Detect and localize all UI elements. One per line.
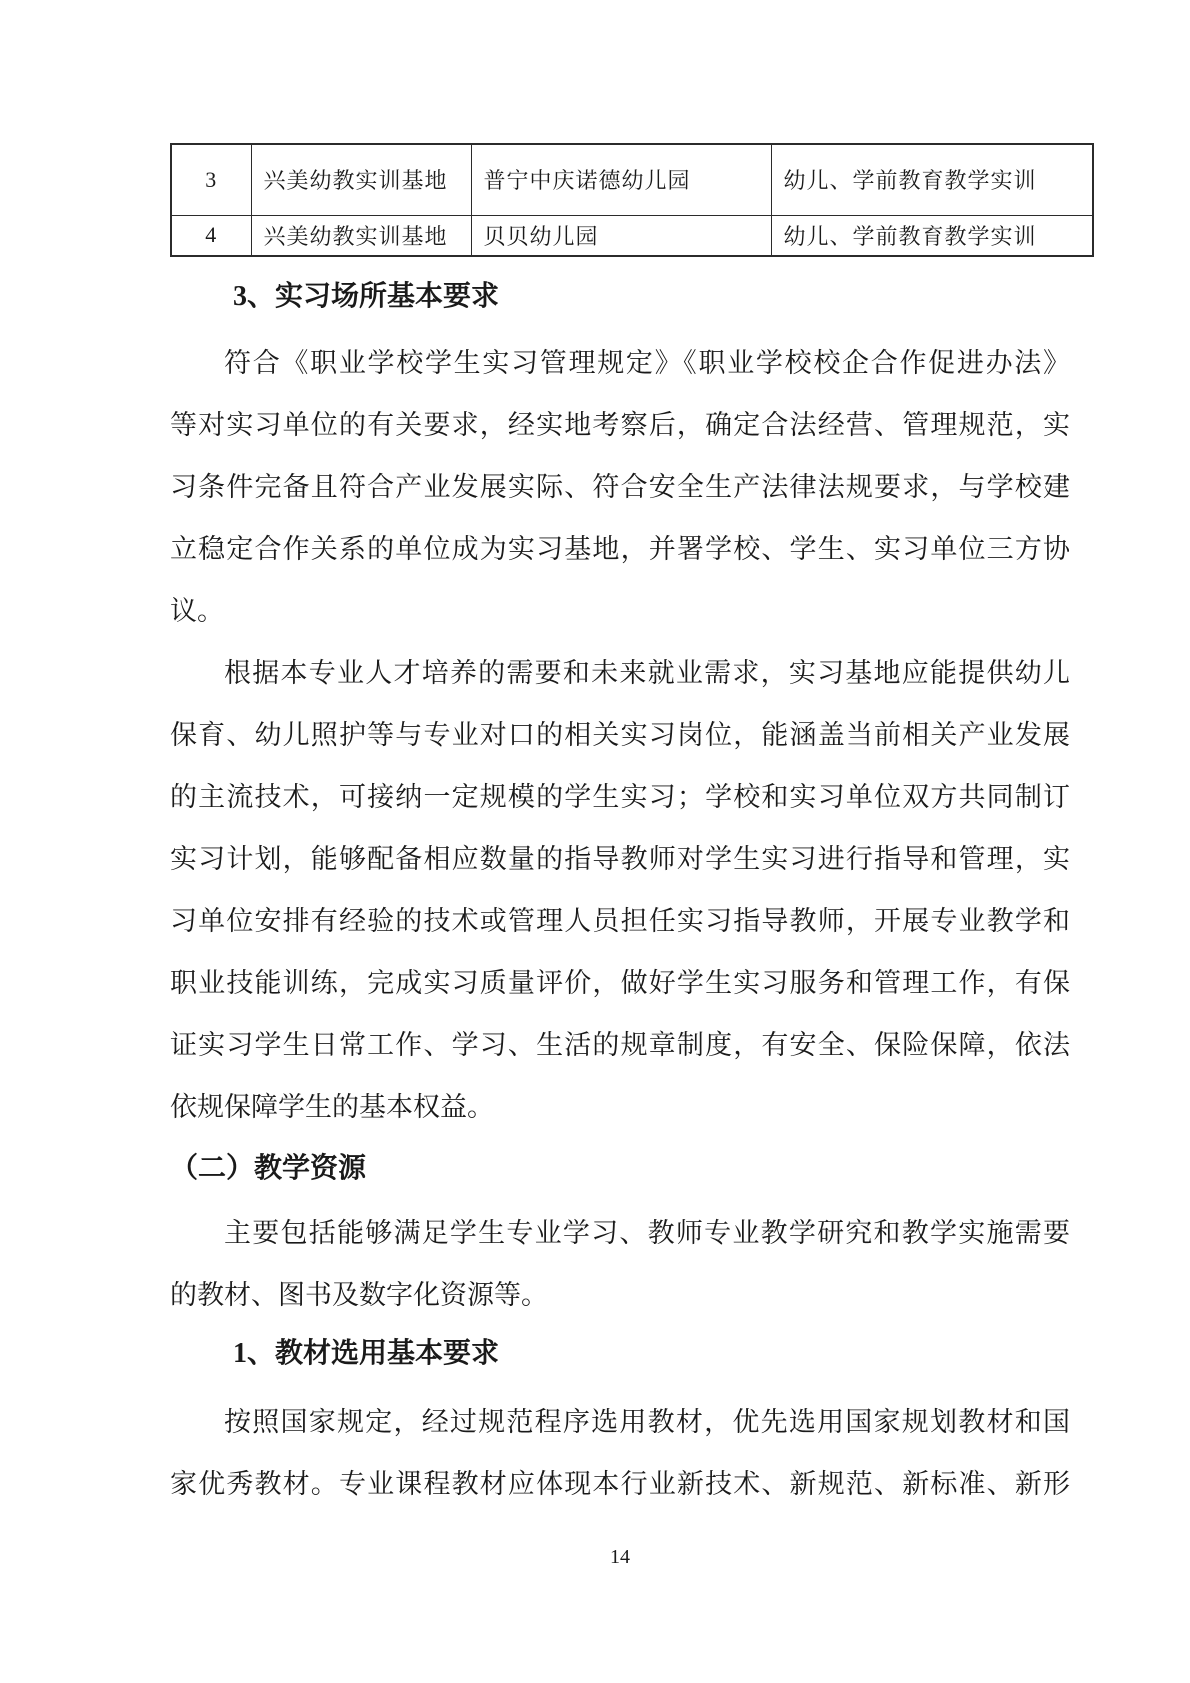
text-line: 家优秀教材。专业课程教材应体现本行业新技术、新规范、新标准、新形 [170,1469,1070,1499]
training-base-table-body [171,144,1093,256]
paragraph-block [170,345,1070,655]
text-line: 根据本专业人才培养的需要和未来就业需求，实习基地应能提供幼儿 [224,658,1070,688]
text-line: 立稳定合作关系的单位成为实习基地，并署学校、学生、实习单位三方协 [170,534,1070,564]
content-area [170,283,1070,1528]
table-cell: 普宁中庆诺德幼儿园 [471,144,771,215]
table-row [171,144,1093,215]
text-line: 实习计划，能够配备相应数量的指导教师对学生实习进行指导和管理，实 [170,844,1070,874]
text-line: 习条件完备且符合产业发展实际、符合安全生产法律法规要求，与学校建 [170,472,1070,502]
text-line: 保育、幼儿照护等与专业对口的相关实习岗位，能涵盖当前相关产业发展 [170,720,1070,750]
table-cell: 幼儿、学前教育教学实训 [771,215,1093,256]
paragraph-block [170,1215,1070,1339]
text-line: 习单位安排有经验的技术或管理人员担任实习指导教师，开展专业教学和 [170,906,1070,936]
paragraph-block [170,655,1070,1151]
table-cell-index: 3 [171,144,251,215]
table-row [171,215,1093,256]
paragraph-block [170,1404,1070,1528]
table-cell: 兴美幼教实训基地 [251,215,471,256]
text-line: 的主流技术，可接纳一定规模的学生实习；学校和实习单位双方共同制订 [170,782,1070,812]
text-line: 等对实习单位的有关要求，经实地考察后，确定合法经营、管理规范，实 [170,410,1070,440]
table-cell: 幼儿、学前教育教学实训 [771,144,1093,215]
text-line: 依规保障学生的基本权益。 [170,1092,494,1122]
text-line: 职业技能训练，完成实习质量评价，做好学生实习服务和管理工作，有保 [170,968,1070,998]
text-line: 议。 [170,596,224,626]
heading-block: （二）教学资源 [170,1153,367,1184]
text-line: 主要包括能够满足学生专业学习、教师专业教学研究和教学实施需要 [224,1218,1070,1248]
table-cell-index: 4 [171,215,251,256]
text-line: 证实习学生日常工作、学习、生活的规章制度，有安全、保险保障，依法 [170,1030,1070,1060]
text-line: 符合《职业学校学生实习管理规定》《职业学校校企合作促进办法》 [224,348,1070,378]
training-base-table [170,143,1094,257]
text-line: 的教材、图书及数字化资源等。 [170,1280,548,1310]
heading-block: 1、教材选用基本要求 [233,1338,500,1369]
heading-block: 3、实习场所基本要求 [233,281,500,312]
table-cell: 贝贝幼儿园 [471,215,771,256]
text-line: 按照国家规定，经过规范程序选用教材，优先选用国家规划教材和国 [224,1407,1070,1437]
page-number: 14 [610,1546,630,1568]
table-cell: 兴美幼教实训基地 [251,144,471,215]
